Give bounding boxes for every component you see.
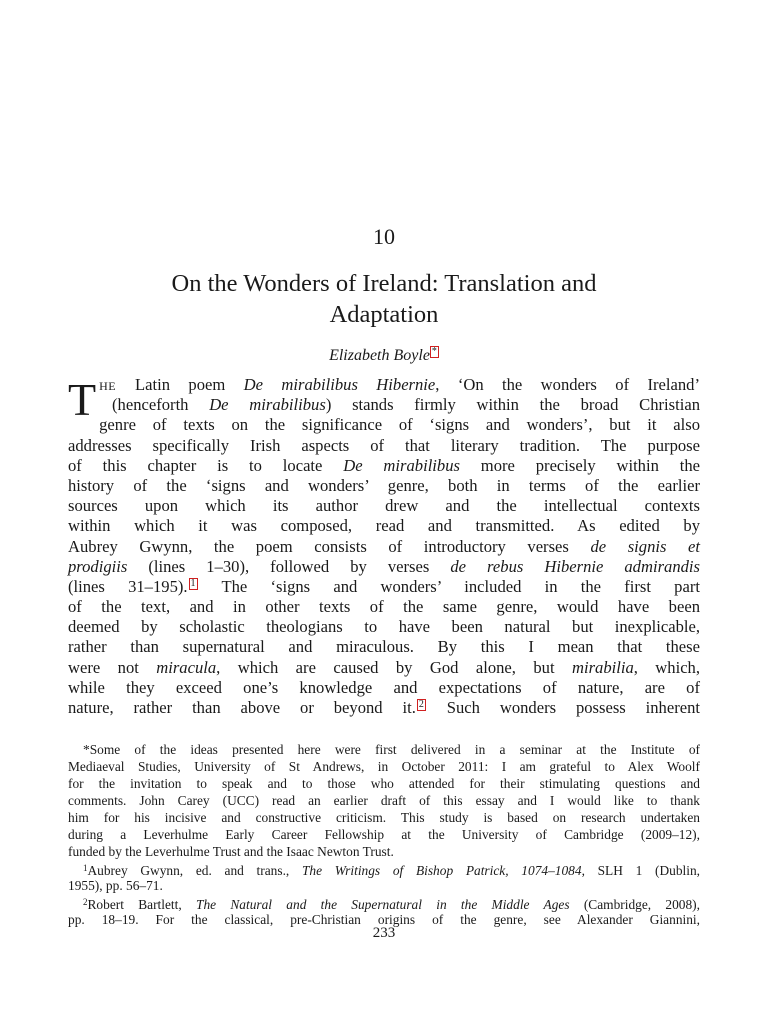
text-run: Robert Bartlett, <box>87 897 196 912</box>
text-run: comments. John Carey (UCC) read an earlier draft of this essay and I would like to thank <box>68 793 700 808</box>
body-line <box>68 456 700 476</box>
footnote-ref-link[interactable]: 2 <box>418 699 424 710</box>
drop-cap: T <box>68 374 97 425</box>
text-run: sources upon which its author drew and the intellectual contexts <box>68 496 700 516</box>
text-run: *Some of the ideas presented here were first delivered in a seminar at the Institute of <box>83 742 700 757</box>
text-run: genre of texts on the significance of ‘signs and wonders’, but it also <box>99 415 700 435</box>
body-text <box>68 375 700 718</box>
text-run: pp. 18–19. For the classical, pre-Christian origins of the genre, see Alexander Giannini, <box>68 912 700 927</box>
smallcaps-opening: he <box>99 375 135 394</box>
body-line <box>68 375 700 395</box>
chapter-number: 10 <box>373 224 395 249</box>
text-run: ) stands firmly within the broad Christian <box>325 395 700 415</box>
text-run: Latin poem <box>135 375 244 394</box>
text-run: rather than supernatural and miraculous. By this I mean that these <box>68 637 700 657</box>
footnote-line <box>68 792 700 809</box>
body-line <box>68 577 700 597</box>
text-run: Aubrey Gwynn, the poem consists of introductory verses <box>68 536 591 556</box>
footnote-line <box>68 775 700 792</box>
italic-title: de signis et <box>590 536 700 556</box>
text-run: more precisely within the <box>459 455 700 475</box>
text-run: (Cambridge, 2008), <box>569 897 700 912</box>
italic-title: De mirabilibus <box>209 395 326 415</box>
text-run: history of the ‘signs and wonders’ genre, both in terms of the earlier <box>68 475 700 495</box>
footnote-line <box>68 758 700 775</box>
text-run: of the text, and in other texts of the same genre, would have been <box>68 597 700 617</box>
footnote-line <box>68 860 700 877</box>
body-line <box>68 395 700 415</box>
text-run: , which, <box>633 657 701 677</box>
page-number: 233 <box>372 925 396 941</box>
italic-title: The Natural and the Supernatural in the Middle Ages <box>196 897 570 912</box>
text-run: (lines 1–30), followed by verses <box>127 556 451 576</box>
body-line <box>68 698 700 718</box>
footnote-line <box>68 843 700 860</box>
text-run: (henceforth <box>112 395 210 415</box>
body-line <box>68 436 700 456</box>
author-footnote-link[interactable]: * <box>431 346 437 357</box>
italic-title: prodigiis <box>68 556 128 576</box>
text-run: addresses specifically Irish aspects of that literary tradition. The purpose <box>68 435 700 455</box>
text-run: were not <box>68 657 157 677</box>
body-line <box>68 637 700 657</box>
footnote-number: 1 <box>83 863 88 873</box>
author-name: Elizabeth Boyle <box>329 347 430 364</box>
body-paragraph <box>68 375 700 718</box>
text-run: Mediaeval Studies, University of St Andrews, in October 2011: I am grateful to Alex Woolf <box>68 759 700 774</box>
text-run: , SLH 1 (Dublin, <box>581 863 700 878</box>
footnote-line <box>68 894 700 911</box>
text-run: while they exceed one’s knowledge and expectations of nature, are of <box>68 677 700 697</box>
text-run: for the invitation to speak and to those who attended for their stimulating questions and <box>68 776 700 791</box>
text-run: nature, rather than above or beyond it. <box>68 698 416 717</box>
body-line <box>68 617 700 637</box>
footnote-number: 2 <box>83 897 88 907</box>
chapter-title <box>90 268 678 330</box>
text-run: The ‘signs and wonders’ included in the first part <box>198 576 700 596</box>
italic-title: de rebus Hibernie admirandis <box>450 556 700 576</box>
text-run: , which are caused by God alone, but <box>216 657 572 677</box>
text-run: Aubrey Gwynn, ed. and trans., <box>87 863 302 878</box>
text-run: 1955), pp. 56–71. <box>68 878 163 893</box>
text-run: him for his incisive and constructive criticism. This study is based on research undertaken <box>68 810 700 825</box>
text-run: (lines 31–195). <box>68 576 188 596</box>
italic-title: De mirabilibus <box>343 455 460 475</box>
italic-title: miracula <box>156 657 217 677</box>
body-line <box>68 476 700 496</box>
text-run: deemed by scholastic theologians to have been natural but inexplicable, <box>68 617 700 637</box>
author-byline <box>0 346 768 365</box>
text-run: during a Leverhulme Early Career Fellowship at the University of Cambridge (2009–12), <box>68 827 700 842</box>
body-line <box>68 516 700 536</box>
footnote-line <box>68 741 700 758</box>
body-line <box>68 496 700 516</box>
chapter-title-line-2: Adaptation <box>329 301 439 328</box>
body-line <box>68 537 700 557</box>
text-run: funded by the Leverhulme Trust and the Isaac Newton Trust. <box>68 844 394 859</box>
footnote-block <box>68 741 700 928</box>
text-run: Such wonders possess inherent <box>426 698 700 717</box>
chapter-title-line-1: On the Wonders of Ireland: Translation and <box>171 270 597 297</box>
body-line <box>68 597 700 617</box>
italic-title: mirabilia <box>571 657 634 677</box>
italic-title: The Writings of Bishop Patrick, 1074–1084 <box>301 863 582 878</box>
footnote-line <box>68 877 700 894</box>
body-line <box>68 658 700 678</box>
body-line <box>68 415 700 435</box>
footnote-line <box>68 809 700 826</box>
text-run: within which it was composed, read and transmitted. As edited by <box>68 516 700 536</box>
italic-title: De mirabilibus Hibernie <box>243 375 436 394</box>
footnote-ref-link[interactable]: 1 <box>190 577 196 589</box>
text-run: of this chapter is to locate <box>68 455 344 475</box>
body-line <box>68 557 700 577</box>
footnotes <box>68 741 700 928</box>
body-line <box>68 678 700 698</box>
text-run: , ‘On the wonders of Ireland’ <box>435 375 700 394</box>
footnote-line <box>68 826 700 843</box>
